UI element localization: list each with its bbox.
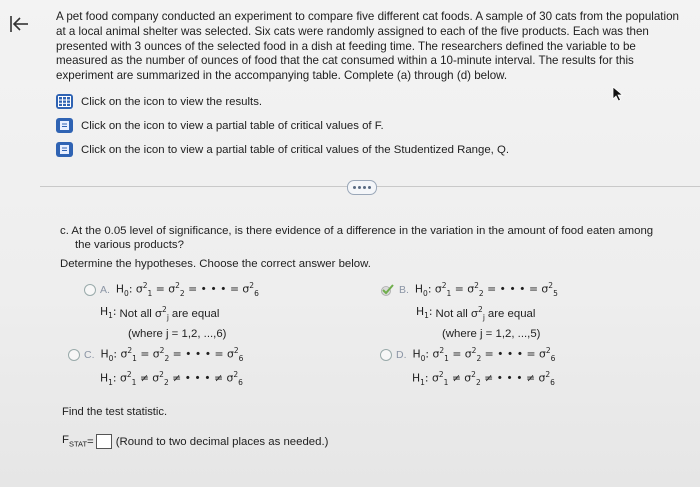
fstat-symbol [62, 434, 87, 448]
option-c-label: C. [84, 348, 95, 361]
dot [368, 186, 371, 189]
option-a-h0: $H_0$: $\sigma^2_1 = \sigma^2_2$ = • • • = $\sigma^2_6$ [115, 281, 259, 298]
view-results-link[interactable] [56, 94, 262, 109]
fstat-sub: STAT [68, 439, 88, 449]
dot [358, 186, 361, 189]
f-table-label: Click on the icon to view a partial table of critical values of F. [81, 119, 384, 132]
problem-intro: A pet food company conducted an experiment to compare five different cat foods. A sample of 30 cats from the population at a local animal shelter was selected. Six cats were randomly assigned to each of the five products. Each was then presented with 3 ounces of the selected food in a dish at feeding time. The researchers defined the variable to be measured as the number of ounces of food that the cat consumed within a 10-minute interval. The results for this experiment are summarized in the accompanying table. Complete (a) through (d) below. [56, 10, 680, 83]
fstat-answer-input[interactable] [96, 434, 112, 449]
option-d[interactable] [380, 343, 555, 391]
option-a[interactable]: A. $H_0$: $\sigma^2_1 = \sigma^2_2$ = • • • = $\sigma^2_6$ $H_1$: Not all σ $^2_j$ are equal (where j = 1,2, ...,6) [84, 278, 259, 342]
option-d-label: D. [396, 348, 407, 361]
question-text [60, 225, 690, 253]
document-icon [56, 142, 73, 157]
option-c[interactable] [68, 343, 243, 391]
fstat-row [62, 434, 328, 449]
q-table-label: Click on the icon to view a partial table of critical values of the Studentized Range, Q. [81, 143, 510, 156]
option-a-label: A. [100, 283, 110, 296]
option-d-h0: $H_0$: $\sigma^2_1 = \sigma^2_2$ = • • • = $\sigma^2_6$ [412, 346, 556, 363]
option-d-h1: $H_1$: $\sigma^2_1 \ne \sigma^2_2$ ≠ • • • ≠ $\sigma^2_6$ [412, 369, 555, 387]
option-b[interactable]: B. $H_0$: $\sigma^2_1 = \sigma^2_2$ = • • • = $\sigma^2_5$ $H_1$: Not all σ $^2_j$ are equal (where j = 1,2, ...,5) [380, 278, 558, 342]
question-line-1: c. At the 0.05 level of significance, is there evidence of a difference in the variation in the amount of food eaten among [60, 225, 654, 237]
expand-more-button[interactable] [347, 180, 377, 195]
table-icon [56, 94, 73, 109]
option-b-where: (where j = 1,2, ...,5) [442, 327, 541, 340]
option-d-radio[interactable] [380, 349, 392, 361]
fstat-equals: = [87, 435, 94, 448]
hypotheses-instruction: Determine the hypotheses. Choose the correct answer below. [60, 258, 371, 270]
dot [363, 186, 366, 189]
option-c-h0: $H_0$: $\sigma^2_1 = \sigma^2_2$ = • • • = $\sigma^2_6$ [100, 346, 244, 363]
option-b-label: B. [399, 283, 409, 296]
find-test-statistic: Find the test statistic. [62, 406, 168, 418]
option-c-h1: $H_1$: $\sigma^2_1 \ne \sigma^2_2$ ≠ • • • ≠ $\sigma^2_6$ [100, 369, 243, 387]
dot [353, 186, 356, 189]
mouse-cursor-icon [612, 86, 624, 102]
option-a-where: (where j = 1,2, ...,6) [128, 327, 227, 340]
option-b-h1-tail: are equal [487, 307, 536, 320]
f-table-link[interactable] [56, 118, 384, 133]
option-b-h0: $H_0$: $\sigma^2_1 = \sigma^2_2$ = • • • = $\sigma^2_5$ [414, 281, 558, 298]
fstat-prefix: F [62, 434, 69, 447]
option-c-radio[interactable] [68, 349, 80, 361]
option-a-h1-text: Not all σ [119, 307, 163, 320]
option-a-radio[interactable] [84, 284, 96, 296]
fstat-hint: (Round to two decimal places as needed.) [115, 435, 329, 448]
view-results-label: Click on the icon to view the results. [81, 95, 263, 108]
question-line-2: the various products? [75, 238, 184, 251]
q-table-link[interactable] [56, 142, 509, 157]
document-icon [56, 118, 73, 133]
option-b-h1-text: Not all σ [435, 307, 479, 320]
back-arrow-icon [9, 15, 29, 33]
selected-check-icon [380, 284, 395, 296]
back-button[interactable] [8, 12, 30, 36]
option-a-h1-tail: are equal [171, 307, 220, 320]
